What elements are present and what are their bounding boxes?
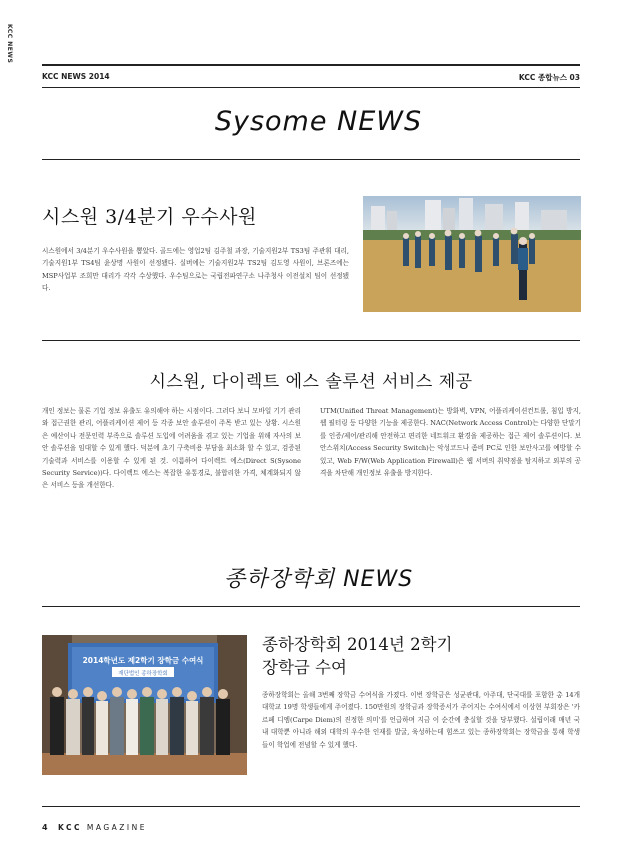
side-tab: KCC NEWS [6, 24, 13, 64]
article3-body: 종하장학회는 올해 3번째 장학금 수여식을 가졌다. 이번 장학금은 성균관대, 아주대, 단국대를 포함한 총 14개 대학교 19명 학생들에게 주어졌다. 150만원의 장학금과 장학증서가 주어지는 수여식에서 이상현 부회장은 '카르페 디엠(Carpe Diem)의 진정한 의미'를 언급하며 지금 이 순간에 충실할 것을 당부했다. 설립이래 매년 국내 대학뿐 아니라 해외 대학의 우수한 인재를 발굴, 육성하는데 힘쓰고 있는 종하장학회는 장학금을 통해 학생들이 학업에 전념할 수 있게 했다. [262, 691, 580, 749]
page-number: 4 [42, 823, 48, 832]
article2-col1: 개인 정보는 물론 기업 정보 유출도 유의해야 하는 시점이다. 그러다 보니 모바일 기기 관리와 접근권한 관리, 어플리케이션 제어 등 각종 보안 솔루션이 주목 받고 있는 상황. 시스원은 예산이나 전문인력 부족으로 솔루션 도입에 어려움을 겪고 있는 기업을 위해 자사의 보안 솔루션을 임대할 수 있게 했다. 덕분에 초기 구축비용 부담을 최소화 할 수 있고, 검증된 기술력과 서비스를 이용할 수 있게 된 것. 이름하여 다이렉트 에스(Direct S(Sysone Security Service))다. 다이렉트 에스는 복잡한 유통경로, 불합리한 가격, 체계화되지 않은 서비스 등을 개선한다. [42, 407, 301, 490]
magazine-name [58, 823, 147, 832]
magazine-brand: KCC [58, 823, 82, 832]
award-ceremony-photo [363, 196, 581, 312]
article3-title [262, 633, 453, 679]
article3-title-line2: 장학금 수여 [262, 658, 347, 677]
banner-title: 2014학년도 제2학기 장학금 수여식 [82, 656, 204, 665]
header-bottom-rule [42, 87, 580, 88]
header-left: KCC NEWS 2014 [42, 72, 110, 81]
article2-col2: UTM(Unified Threat Management)는 방화벽, VPN, 어플리케이션컨트롤, 침입 방지, 웹 필터링 등 다양한 기능을 제공한다. NAC(Network Access Control)는 다양한 단말기를 인증/제어/관리해 안전하고 편리한 네트워크 환경을 제공하는 접근 제어 솔루션이다. 보안스위치(Access Security Switch)는 악성코드나 좀비 PC로 인한 보안사고를 예방할 수 있고, Web F/W(Web Application Firewall)은 웹 서버의 취약점을 탐지하고 외부의 공격을 차단해 개인정보 유출을 방지한다. [320, 407, 581, 478]
article1-body: 시스원에서 3/4분기 우수사원을 뽑았다. 골드에는 영업2팀 김주철 과장, 기술지원2부 TS3팀 주관휘 대리, 기술지원1부 TS4팀 윤상명 사원이 선정됐다. 실버에는 기술지원2부 TS2팀 김도영 사원이, 브론즈에는 MSP사업부 조희만 대리가 각각 수상했다. 우수팀으로는 국립전파연구소 나주청사 이전설치 팀이 선정됐다. [42, 247, 349, 293]
section-title-jongha: 종하장학회 NEWS [223, 567, 414, 592]
section2-rule [42, 606, 580, 607]
article3-title-line1: 종하장학회 2014년 2학기 [262, 635, 453, 654]
article1-title: 시스원 3/4분기 우수사원 [42, 206, 257, 228]
award-ceremony-illustration [363, 196, 581, 312]
header-right: KCC 종합뉴스 03 [518, 73, 580, 82]
banner-subtitle: 재단법인 종하장학회 [118, 671, 168, 677]
scholarship-ceremony-illustration [42, 635, 247, 775]
section-title-sysone: Sysome NEWS [214, 106, 423, 137]
footer-rule [42, 806, 580, 807]
article1-rule [42, 340, 580, 341]
section1-rule [42, 159, 580, 160]
header-top-rule [42, 64, 580, 66]
scholarship-ceremony-photo [42, 635, 247, 775]
article2-title: 시스원, 다이렉트 에스 솔루션 서비스 제공 [149, 372, 473, 392]
magazine-word: MAGAZINE [86, 823, 147, 832]
